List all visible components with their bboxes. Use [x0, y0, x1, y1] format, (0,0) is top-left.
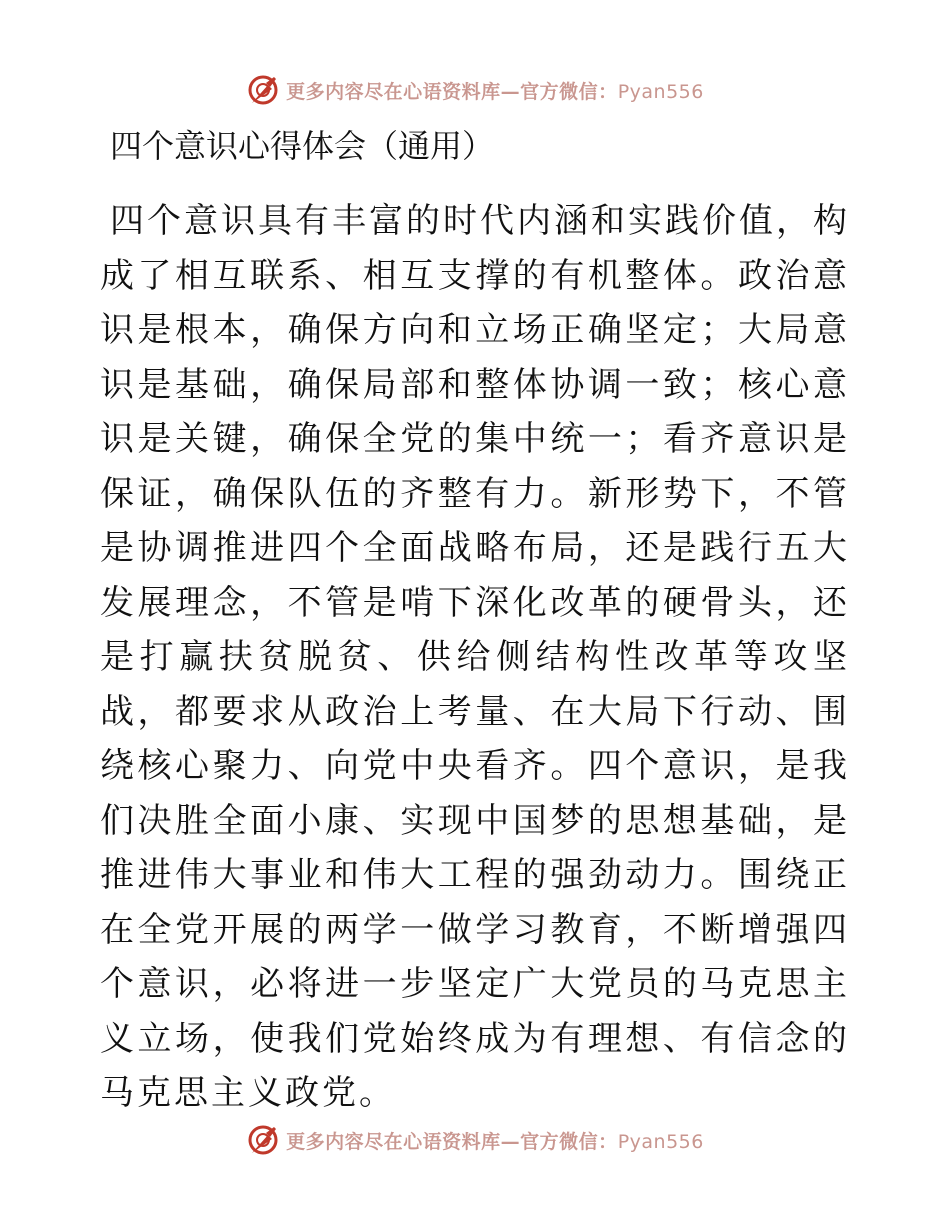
banner-text: 更多内容尽在心语资料库—官方微信：Pyan556 — [286, 80, 704, 103]
footer-banner — [0, 1120, 950, 1160]
document-title: 四个意识心得体会（通用） — [110, 127, 495, 165]
pen-nib-logo-icon — [246, 1123, 280, 1157]
document-body: 四个意识具有丰富的时代内涵和实践价值，构成了相互联系、相互支撑的有机整体。政治意识是根本，确保方向和立场正确坚定；大局意识是基础，确保局部和整体协调一致；核心意识是关键，确保全党的集中统一；看齐意识是保证，确保队伍的齐整有力。新形势下，不管是协调推进四个全面战略布局，还是践行五大发展理念，不管是啃下深化改革的硬骨头，还是打赢扶贫脱贫、供给侧结构性改革等攻坚战，都要求从政治上考量、在大局下行动、围绕核心聚力、向党中央看齐。四个意识，是我们决胜全面小康、实现中国梦的思想基础，是推进伟大事业和伟大工程的强劲动力。围绕正在全党开展的两学一做学习教育，不断增强四个意识，必将进一步坚定广大党员的马克思主义立场，使我们党始终成为有理想、有信念的马克思主义政党。 — [100, 201, 850, 1113]
header-banner — [0, 70, 950, 110]
wechat-id: Pyan556 — [617, 80, 704, 103]
banner-text: 更多内容尽在心语资料库—官方微信：Pyan556 — [286, 1130, 704, 1153]
pen-nib-logo-icon — [246, 73, 280, 107]
wechat-id: Pyan556 — [617, 1130, 704, 1153]
